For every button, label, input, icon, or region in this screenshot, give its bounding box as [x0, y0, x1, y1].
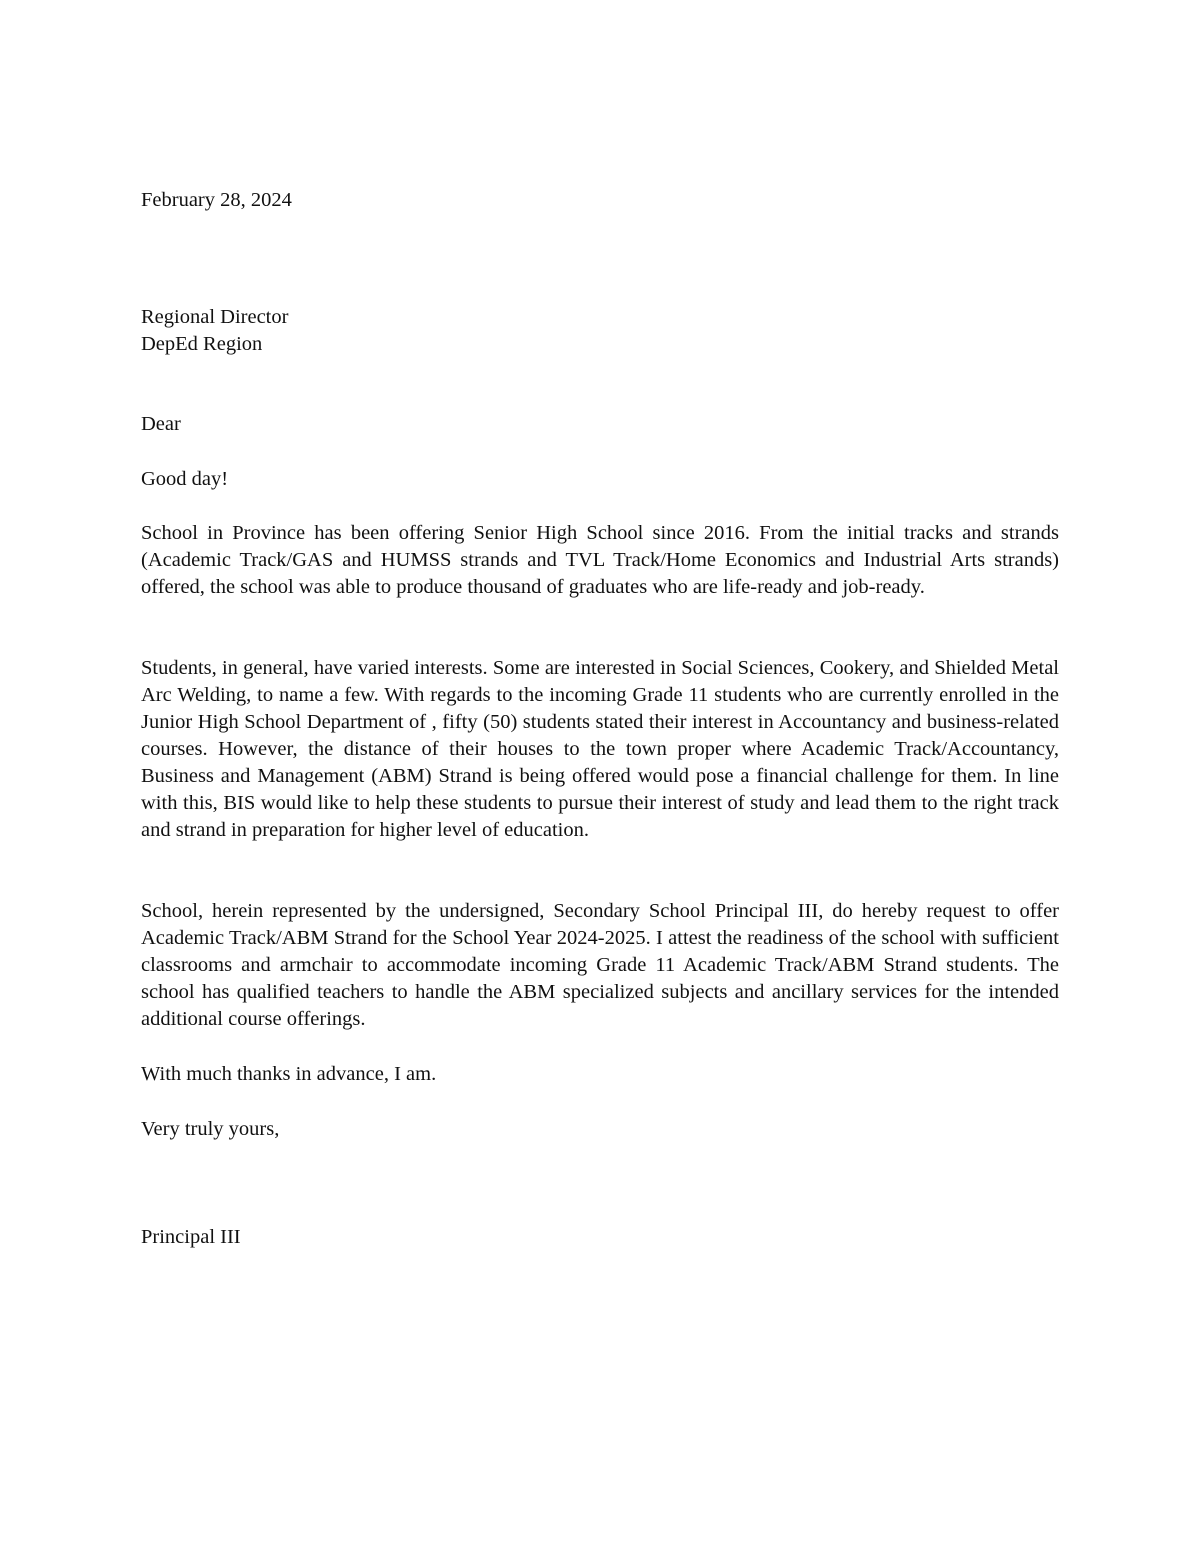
signatory-title: Principal III	[141, 1226, 241, 1248]
greeting: Good day!	[141, 468, 229, 490]
body-paragraph-3: School, herein represented by the undersigned, Secondary School Principal III, do hereby request to offer Academic Track/ABM Strand for the School Year 2024-2025. I attest the readiness of the school with sufficient classrooms and armchair to accommodate incoming Grade 11 Academic Track/ABM Strand students. The school has qualified teachers to handle the ABM specialized subjects and ancillary services for the intended additional course offerings.	[141, 900, 1059, 1030]
closing-line: With much thanks in advance, I am.	[141, 1063, 437, 1085]
recipient-office: DepEd Region	[141, 333, 263, 355]
letter-date: February 28, 2024	[141, 189, 292, 211]
body-paragraph-1: School in Province has been offering Senior High School since 2016. From the initial tracks and strands (Academic Track/GAS and HUMSS strands and TVL Track/Home Economics and Industrial Arts strands) offered, the school was able to produce thousand of graduates who are life-ready and job-ready.	[141, 522, 1059, 598]
body-paragraph-2: Students, in general, have varied interests. Some are interested in Social Sciences, Cookery, and Shielded Metal Arc Welding, to name a few. With regards to the incoming Grade 11 students who are currently enrolled in the Junior High School Department of , fifty (50) students stated their interest in Accountancy and business-related courses. However, the distance of their houses to the town proper where Academic Track/Accountancy, Business and Management (ABM) Strand is being offered would pose a financial challenge for them. In line with this, BIS would like to help these students to pursue their interest of study and lead them to the right track and strand in preparation for higher level of education.	[141, 657, 1059, 841]
salutation: Dear	[141, 413, 181, 435]
complimentary-close: Very truly yours,	[141, 1118, 280, 1140]
recipient-title: Regional Director	[141, 306, 289, 328]
recipient-block	[141, 304, 1059, 358]
